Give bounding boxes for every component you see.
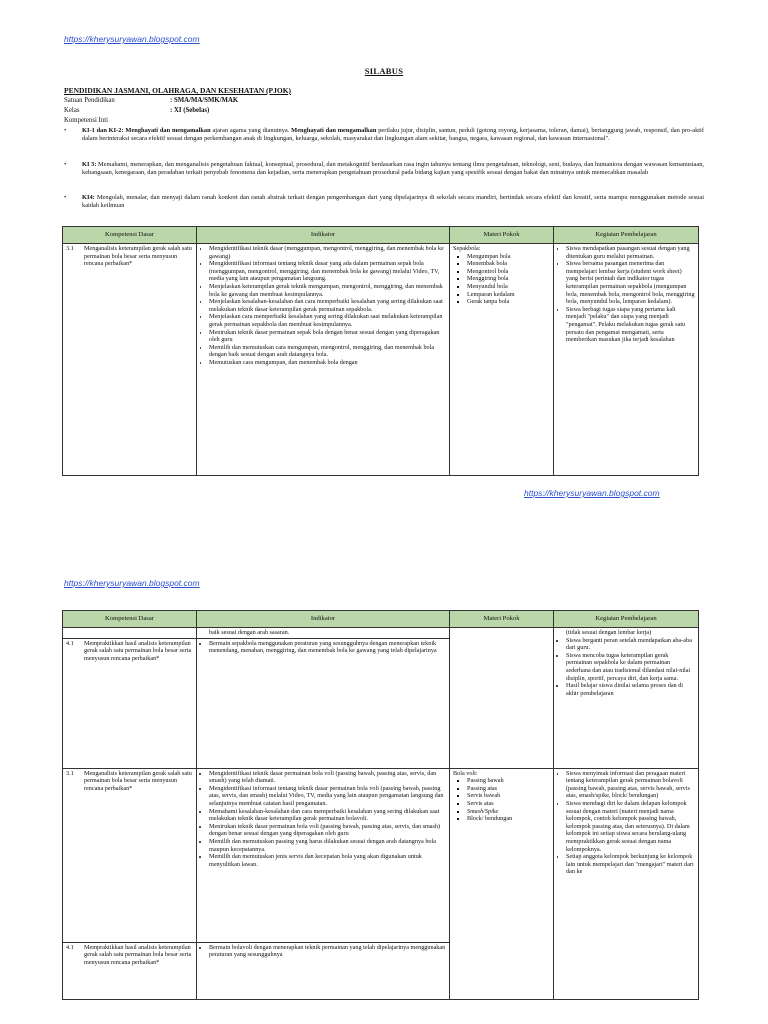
indikator-cell	[197, 638, 450, 768]
kd-number: 3.1	[66, 769, 74, 777]
ki-text: Memahami, menerapkan, dan menganalisis pengetahuan faktual, konseptual, prosedural, dan metakognitif berdasarkan rasa ingin tahunya tentang ilmu pengetahuan, teknologi, seni, budaya, dan humaniora dengan wawasan kemanusiaan, kebangsaan, kenegaraan, dan peradaban terkait penyebab fenomena dan kejadian, serta menerapkan pengetahuan prosedural pada bidang kajian yang spesifik sesuai dengan bakat dan minatnya untuk memecahkan masalah	[82, 161, 704, 177]
list-item: • Memilih dan memutuskan cara mengumpan, mengontrol, menggiring, dan menembak bola dengan baik sesuai dengan arah datangnya bola.	[209, 344, 446, 359]
table-header-row	[63, 611, 699, 628]
info-kelas	[64, 107, 209, 114]
info-value: : SMA/MA/SMK/MAK	[170, 97, 239, 104]
italic-text: Smash/Spike	[467, 807, 499, 815]
table-header-row	[63, 227, 699, 244]
materi-cell	[450, 628, 554, 769]
list-item: ▪ Passing atas	[467, 785, 550, 793]
list-item: • Siswa mencoba tugas keterampilan gerak permainan sepakbola ke dalam permainan sederhana dan atau tradisional dilandasi nilai-nilai disiplin, sportif, percaya diri, dan kerja sama.	[566, 652, 695, 682]
header-kompetensi: Kompetensi Dasar	[63, 611, 197, 628]
ki-lead: KI 3:	[82, 161, 97, 168]
list-item: • Hasil belajar siswa dinilai selama proses dan di akhir pembelajaran	[566, 682, 695, 697]
info-label: Kelas	[64, 107, 80, 114]
subject-title: PENDIDIKAN JASMANI, OLAHRAGA, DAN KESEHATAN (PJOK)	[64, 86, 292, 95]
kd-cell	[63, 244, 197, 476]
bullet-icon: •	[64, 161, 67, 168]
list-item: • Menjelaskan cara memperbaiki kesalahan yang sering dilakukan saat melakukan keterampilan gerak permainan sepakbola dan membuat kesimpulannya.	[209, 313, 446, 328]
kd-cell	[63, 768, 197, 942]
list-item: ▪ Menggiring bola	[467, 275, 550, 283]
list-item: • Bermain sepakbola menggunakan peraturan yang sesungguhnya dengan menerapkan teknik menendang, menahan, menggiring, dan menembak bola ke gawang yang telah dipelajarinya	[209, 640, 446, 655]
bullet-icon: •	[64, 194, 67, 201]
kegiatan-cell	[554, 628, 699, 769]
ki-item	[64, 161, 704, 177]
list-item: ▪ Servis bawah	[467, 792, 550, 800]
kd-text: Menganalisis keterampilan gerak salah satu permainan bola besar serta menyusun rencana perbaikan*	[84, 245, 192, 268]
header-kompetensi: Kompetensi Dasar	[63, 227, 197, 244]
continued-text: (tidak sesuai dengan lembar kerja)	[566, 629, 652, 636]
header-materi: Materi Pokok	[450, 227, 554, 244]
info-value: : XI (Sebelas)	[170, 107, 210, 114]
info-label: Satuan Pendidikan	[64, 97, 115, 104]
info-satuan	[64, 97, 238, 104]
list-item: • Menjelaskan keterampilan gerak teknik mengumpan, mengontrol, menggiring, dan menembak bola ke gawang dan membuat kesimpulannya.	[209, 283, 446, 298]
continued-text: baik sesuai dengan arah sasaran.	[209, 629, 290, 636]
table-row	[63, 244, 699, 476]
materi-heading: Sepakbola:	[453, 245, 481, 252]
ki-bold: Menghayati dan mengamalkan	[291, 127, 377, 134]
kd-number: 3.1	[66, 245, 74, 252]
page-title: SILABUS	[364, 66, 404, 76]
indikator-cell	[197, 244, 450, 476]
ki-text: perilaku jujur, disiplin, santun, peduli (gotong royong, kerjasama, toleran, damai), bertanggung jawab, responsif, dan pro-aktif dalam berinteraksi secara efektif sesuai dengan perkembangan anak di lingkungan, keluarga, sekolah, masyarakat dan lingkungan alam sekitar, bangsa, negara, kawasan regional, dan kawasan internasional".	[82, 127, 704, 143]
kegiatan-cell	[554, 768, 699, 999]
header-kegiatan: Kegiatan Pembelajaran	[554, 227, 699, 244]
header-indikator: Indikator	[197, 611, 450, 628]
table-row	[63, 628, 699, 639]
list-item: ▪ Menyundul bola	[467, 283, 550, 291]
header-link[interactable]: https://kherysuryawan.blogspot.com	[64, 34, 200, 44]
list-item: • Mengidentifikasi teknik dasar (menggumpan, mengontrol, menggiring, dan menembak bola ke gawang)	[209, 245, 446, 260]
indikator-cell	[197, 628, 450, 639]
ki-lead: KI-1 dan KI-2:	[82, 127, 124, 134]
ki-bold: Menghayati dan mengamalkan	[125, 127, 211, 134]
ki-lead: KI4:	[82, 194, 95, 201]
list-item: • Siswa menyimak informasi dan peragaan materi tentang keterampilan gerak permainan bolavoli (passing bawah, passing atas, servis bawah, servis atas, smash/spike, block/ bendungan)	[566, 770, 695, 800]
list-item	[467, 808, 550, 816]
list-item: • Memilih dan memutuskan passing yang harus dilakukan sesuai dengan arah datangnya bola maupun kecepatannya.	[209, 838, 446, 853]
kd-text: Mempraktikkan hasil analisis keterampilan gerak salah satu permainan bola besar serta menyusun rencana perbaikan*	[84, 639, 192, 662]
list-item: • Menirukan teknik dasar permainan bola voli (passing bawah, passing atas, servis, dan smash) dengan benar sesuai dengan yang diperagakan oleh guru	[209, 823, 446, 838]
list-item: ▪ Block/ bendungan	[467, 815, 550, 823]
list-item: ▪ Menembak bola	[467, 260, 550, 268]
list-item: ▪ Mengontrol bola	[467, 268, 550, 276]
ki-item	[64, 127, 704, 143]
kd-text: Menganalisis keterampilan gerak salah satu permainan bola besar serta menyusun rencana perbaikan*	[84, 769, 192, 792]
ki-item	[64, 194, 704, 210]
indikator-cell	[197, 768, 450, 942]
list-item: • Siswa berbagi tugas siapa yang pertama kali menjadi "pelaku" dan siapa yang menjadi "pengamat". Pelaku melakukan tugas gerak satu persatu dan pengamat mengamati, serta memberikan masukan jika terjadi kesalahan	[566, 306, 695, 344]
list-item: ▪ Passing bawah	[467, 777, 550, 785]
ki-heading: Kompetensi Inti	[64, 117, 108, 124]
list-item: • Siswa berganti peran setelah mendapatkan aba-aba dari guru.	[566, 637, 695, 652]
list-item: ▪ Lemparan kedalam	[467, 291, 550, 299]
ki-text: Mengolah, menalar, dan menyaji dalam ranah konkret dan ranah abstrak terkait dengan pengembangan dari yang dipelajarinya di sekolah secara mandiri, bertindak secara efektif dan kreatif, serta mampu menggunakan metode sesuai kaidah keilmuan	[82, 194, 704, 210]
syllabus-table-1	[62, 226, 699, 476]
bullet-icon: •	[64, 127, 67, 134]
header-materi: Materi Pokok	[450, 611, 554, 628]
list-item: • Bermain bolavoli dengan menerapkan teknik permainan yang telah dipelajarinya menggunakan peraturan yang sesungguhnya	[209, 944, 446, 959]
list-item: • Menjelaskan kesalahan-kesalahan dan cara memperbaiki kesalahan yang sering dilakukan saat melakukan teknik dasar keterampilan gerak permainan sepakbola.	[209, 298, 446, 313]
list-item: • Siswa bersama pasangan menerima dan mempelajari lembar kerja (student work sheet) yang berisi perintah dan indikator tugas keterampilan permainan sepakbola (mengumpan bola, menembak bola, mengontrol bola, menggiring bola, menyundul bola, lemparan kedalam).	[566, 260, 695, 306]
list-item: • Mengidentifikasi informasi tentang teknik dasar yang ada dalam permainan sepak bola (menggumpan, mengontrol, menggiring, dan menembak bola ke gawang) melalui Video, TV, media yang lain ataupun pengamatan langsung.	[209, 260, 446, 283]
list-item: • Setiap anggota kelompok berkunjung ke kelompok lain untuk mempelajari dan "mengajari" materi dari dan ke	[566, 853, 695, 876]
kd-text: Mempraktikkan hasil analisis keterampilan gerak salah satu permainan bola besar serta menyusun rencana perbaikan*	[84, 943, 192, 967]
kd-cell	[63, 942, 197, 999]
list-item: • Menirukan teknik dasar permainan sepak bola dengan benar sesuai dengan yang diperagakan oleh guru	[209, 329, 446, 344]
materi-cell	[450, 244, 554, 476]
indikator-cell	[197, 942, 450, 999]
materi-heading: Bola voli:	[453, 769, 478, 777]
list-item: • Memahami kesalahan-kesalahan dan cara memperbaiki kesalahan yang sering dilakukan saat melakukan teknik dasar keterampilan gerak permainan bolavoli.	[209, 808, 446, 823]
kd-number: 4.1	[66, 943, 74, 951]
list-item: ▪ Gerak tanpa bola	[467, 298, 550, 306]
header-link-2[interactable]: https://kherysuryawan.blogspot.com	[64, 578, 200, 588]
list-item: • Siswa membagi diri ke dalam delapan kelompok sesuai dengan materi (materi menjadi nama kelompok, contoh kelompok passing bawah, kelompok passing atas, dan seterusnya). Di dalam kelompok ini setiap siswa secara berulang-ulang mempraktikkan gerak sesuai dengan nama kelompoknya.	[566, 800, 695, 853]
syllabus-table-2	[62, 610, 699, 1000]
table-row	[63, 768, 699, 942]
header-indikator: Indikator	[197, 227, 450, 244]
footer-link[interactable]: https://kherysuryawan.blogspot.com	[524, 488, 660, 498]
list-item: • Memutuskan cara mengumpan, dan menembak bola dengan	[209, 359, 446, 367]
list-item: • Mengidentifikasi teknik dasar permainan bola voli (passing bawah, passing atas, servis, dan smash) yang telah diamati.	[209, 770, 446, 785]
header-kegiatan: Kegiatan Pembelajaran	[554, 611, 699, 628]
kd-cell	[63, 638, 197, 768]
materi-cell	[450, 768, 554, 999]
list-item: • Mengidentifikasi informasi tentang teknik dasar permainan bola voli (passing bawah, passing atas, servis, dan smash) melalui Video, TV, media yang lain ataupun pengamatan langsung dan selanjutnya membuat catatan hasil pengamatan.	[209, 785, 446, 808]
kd-cell	[63, 628, 197, 639]
list-item: ▪ Mengumpan bola	[467, 253, 550, 261]
kd-number: 4.1	[66, 639, 74, 647]
kegiatan-cell	[554, 244, 699, 476]
list-item: ▪ Servis atas	[467, 800, 550, 808]
list-item: • Siswa mendapatkan pasangan sesuai dengan yang ditentukan guru melalui permainan.	[566, 245, 695, 260]
list-item: • Memilih dan memutuskan jenis servis dan kecepatan bola yang akan digunakan untuk menyulitkan lawan.	[209, 853, 446, 868]
ki-text: ajaran agama yang dianutnya.	[210, 127, 292, 134]
